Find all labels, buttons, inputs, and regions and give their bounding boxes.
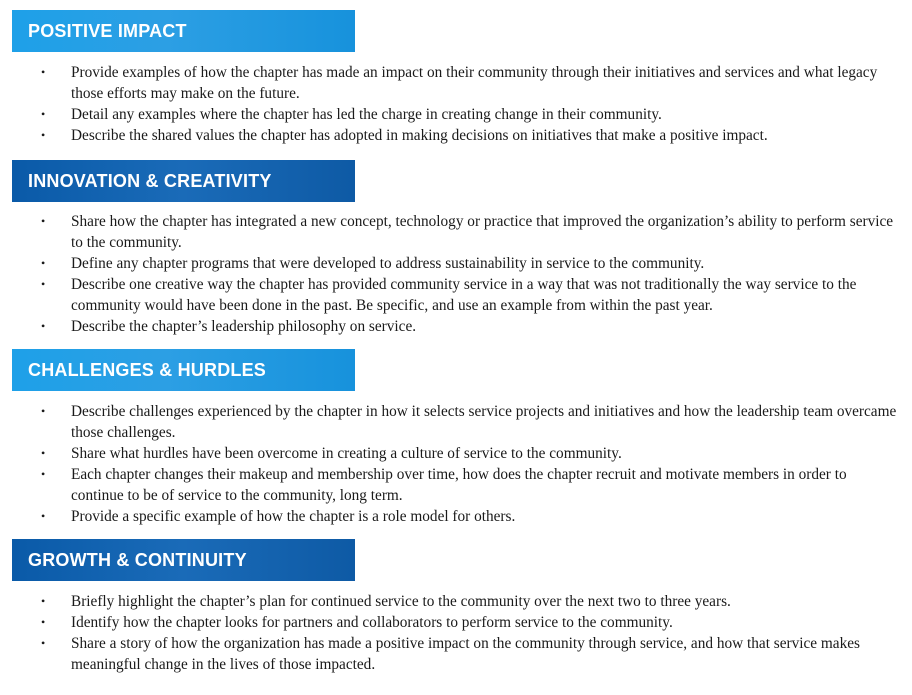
list-item-text: Describe one creative way the chapter has provided community service in a way that was not traditionally the way service to the community would have been done in the past. Be specific, and use an example from within the past year. xyxy=(71,276,857,314)
list-item xyxy=(0,443,912,464)
list-item-text: Provide examples of how the chapter has made an impact on their community through their initiatives and services and what legacy those efforts may make on the future. xyxy=(71,64,878,102)
section-heading-challenges-hurdles xyxy=(12,349,355,391)
bullet-icon: • xyxy=(41,467,46,481)
bullet-icon: • xyxy=(41,404,46,418)
bullet-icon: • xyxy=(41,319,46,333)
bullet-icon: • xyxy=(41,107,46,121)
list-item-text: Describe the shared values the chapter has adopted in making decisions on initiatives that make a positive impact. xyxy=(71,127,768,144)
list-item-text: Describe the chapter’s leadership philosophy on service. xyxy=(71,318,417,335)
section-heading-growth-continuity xyxy=(12,539,355,581)
section-heading-positive-impact xyxy=(12,10,355,52)
bullet-icon: • xyxy=(41,214,46,228)
list-item xyxy=(0,401,912,443)
list-item xyxy=(0,316,912,337)
section-heading-label: INNOVATION & CREATIVITY xyxy=(28,170,272,191)
positive-impact-list xyxy=(0,62,912,146)
list-item xyxy=(0,104,912,125)
list-item xyxy=(0,211,912,253)
list-item-text: Detail any examples where the chapter has led the charge in creating change in their community. xyxy=(71,106,662,123)
list-item xyxy=(0,253,912,274)
bullet-icon: • xyxy=(41,256,46,270)
list-item-text: Share how the chapter has integrated a new concept, technology or practice that improved the organization’s ability to perform service to the community. xyxy=(71,213,894,251)
list-item-text: Identify how the chapter looks for partners and collaborators to perform service to the community. xyxy=(71,614,673,631)
list-item-text: Each chapter changes their makeup and membership over time, how does the chapter recruit and motivate members in order to continue to be of service to the community, long term. xyxy=(71,466,847,504)
list-item-text: Briefly highlight the chapter’s plan for continued service to the community over the next two to three years. xyxy=(71,593,731,610)
list-item xyxy=(0,274,912,316)
bullet-icon: • xyxy=(41,446,46,460)
list-item-text: Share a story of how the organization has made a positive impact on the community through service, and how that service makes meaningful change in the lives of those impacted. xyxy=(71,635,860,673)
bullet-icon: • xyxy=(41,615,46,629)
bullet-icon: • xyxy=(41,65,46,79)
bullet-icon: • xyxy=(41,594,46,608)
list-item-text: Share what hurdles have been overcome in creating a culture of service to the community. xyxy=(71,445,622,462)
section-heading-innovation-creativity xyxy=(12,160,355,202)
bullet-icon: • xyxy=(41,128,46,142)
list-item-text: Define any chapter programs that were developed to address sustainability in service to the community. xyxy=(71,255,705,272)
bullet-icon: • xyxy=(41,277,46,291)
list-item xyxy=(0,633,912,675)
section-heading-label: GROWTH & CONTINUITY xyxy=(28,549,247,570)
challenges-hurdles-list xyxy=(0,401,912,527)
innovation-creativity-list xyxy=(0,211,912,337)
list-item xyxy=(0,464,912,506)
list-item-text: Provide a specific example of how the chapter is a role model for others. xyxy=(71,508,516,525)
growth-continuity-list xyxy=(0,591,912,675)
section-heading-label: POSITIVE IMPACT xyxy=(28,20,187,41)
list-item xyxy=(0,612,912,633)
section-heading-label: CHALLENGES & HURDLES xyxy=(28,359,267,380)
list-item xyxy=(0,125,912,146)
list-item xyxy=(0,506,912,527)
list-item xyxy=(0,591,912,612)
bullet-icon: • xyxy=(41,509,46,523)
list-item xyxy=(0,62,912,104)
list-item-text: Describe challenges experienced by the chapter in how it selects service projects and initiatives and how the leadership team overcame those challenges. xyxy=(71,403,897,441)
bullet-icon: • xyxy=(41,636,46,650)
